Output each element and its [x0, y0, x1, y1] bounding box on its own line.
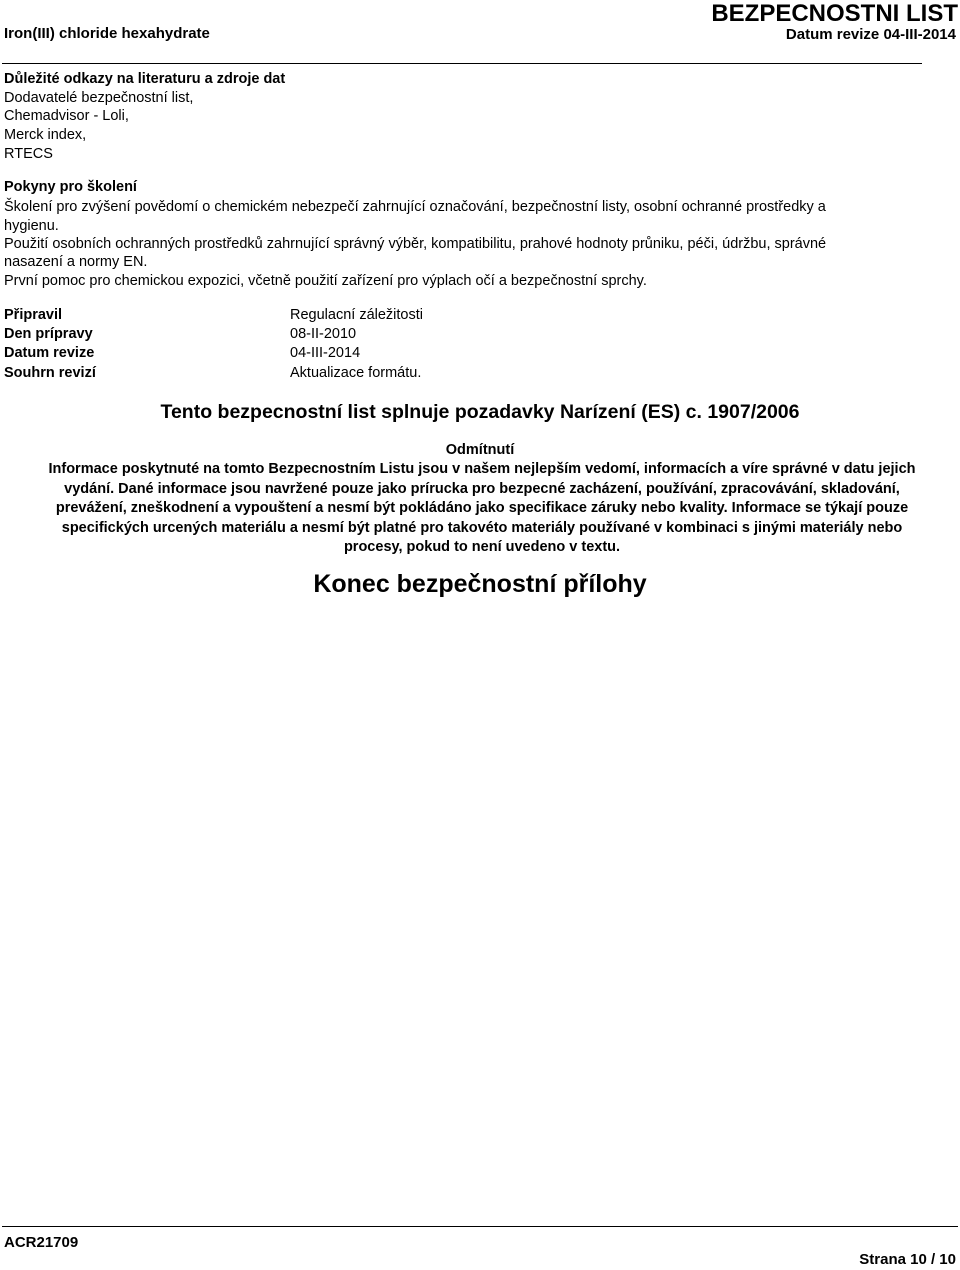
header-revision-date: Datum revize 04-III-2014 — [785, 26, 956, 43]
disclaimer-line: specifických urcených materiálu a nesmí být platné pro takovéto materiály používané v kombinaci s jinými materiály nebo — [61, 519, 903, 536]
reference-line: Chemadvisor - Loli, — [4, 108, 129, 124]
revision-date-label: Datum revize — [4, 345, 95, 361]
revision-summary-value: Aktualizace formátu. — [290, 365, 422, 381]
disclaimer-line: procesy, pokud to není uvedeno v textu. — [343, 539, 621, 555]
training-line: hygienu. — [4, 218, 59, 234]
revision-date-value: 04-III-2014 — [290, 345, 361, 361]
compliance-statement: Tento bezpecnostní list splnuje pozadavky Narízení (ES) c. 1907/2006 — [160, 401, 800, 423]
training-line: nasazení a normy EN. — [4, 254, 148, 270]
prep-date-label: Den prípravy — [4, 326, 93, 342]
prep-date-value: 08-II-2010 — [290, 326, 357, 342]
training-line: Školení pro zvýšení povědomí o chemickém nebezpečí zahrnující označování, bezpečnostní listy, osobní ochranné prostředky a — [4, 199, 826, 215]
disclaimer-line: prevážení, zneškodnení a vypouštení a nesmí být pokládáno jako specifikace záruky nebo kvality. Informace se týkají pouze — [55, 500, 909, 516]
reference-line: Merck index, — [4, 127, 87, 143]
disclaimer-title: Odmítnutí — [445, 442, 515, 458]
reference-line: Dodavatelé bezpečnostní list, — [4, 90, 194, 106]
disclaimer-line: Informace poskytnuté na tomto Bezpecnostním Listu jsou v našem nejlepším vedomí, informacích a víre správné v datu jejich — [48, 461, 916, 477]
revision-summary-label: Souhrn revizí — [4, 365, 96, 381]
disclaimer-text — [4, 460, 960, 558]
disclaimer-line: vydání. Dané informace jsou navržené pouze jako prírucka pro bezpecné zacházení, používání, zpracovávání, skladování, — [64, 480, 900, 497]
training-line: První pomoc pro chemickou expozici, včetně použití zařízení pro výplach očí a bezpečnostní sprchy. — [4, 273, 647, 289]
document-code: ACR21709 — [4, 1234, 79, 1251]
training-heading: Pokyny pro školení — [4, 179, 137, 195]
end-title: Konec bezpečnostní přílohy — [313, 570, 647, 598]
training-line: Použití osobních ochranných prostředků zahrnující správný výběr, kompatibilitu, prahové hodnoty průniku, péči, údržbu, správné — [4, 236, 827, 252]
reference-line: RTECS — [4, 146, 53, 162]
document-title: BEZPECNOSTNI LIST — [711, 0, 958, 27]
product-name: Iron(III) chloride hexahydrate — [4, 25, 210, 42]
header-divider — [2, 63, 922, 64]
references-heading: Důležité odkazy na literaturu a zdroje dat — [4, 71, 286, 87]
page-number: Strana 10 / 10 — [859, 1251, 956, 1268]
prepared-by-value: Regulacní záležitosti — [290, 307, 423, 323]
footer-divider — [2, 1226, 958, 1227]
prepared-by-label: Připravil — [4, 307, 63, 323]
